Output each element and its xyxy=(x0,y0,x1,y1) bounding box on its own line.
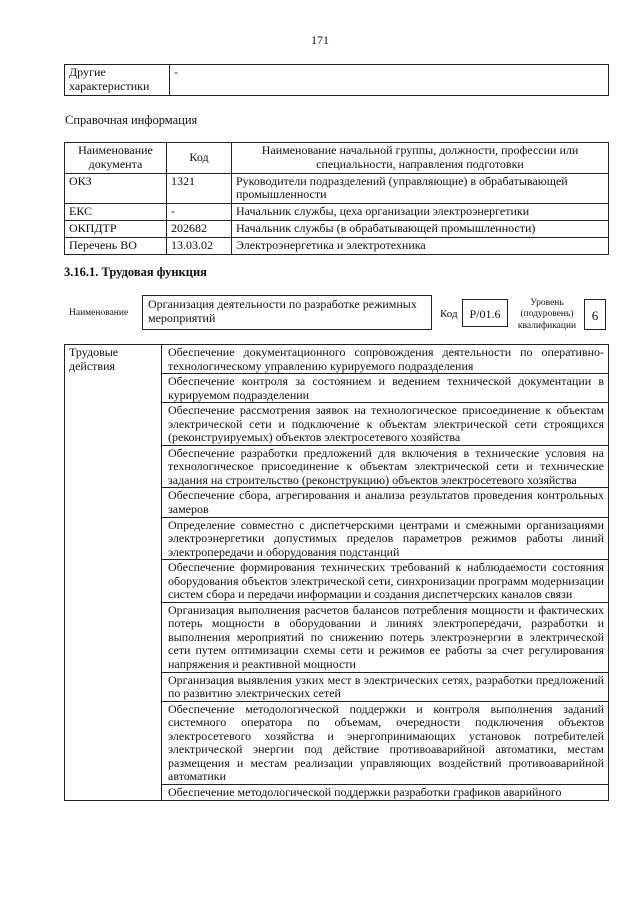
row-group-name: Руководители подразделений (управляющие) в обрабатывающей промышленности xyxy=(232,173,609,204)
labor-action-item: Обеспечение формирования технических требований к наблюдаемости состояния оборудования объектов электрической сети, синхронизации программ модернизации систем сбора и передачи информации и создания диспетчерских каналов связи xyxy=(162,560,609,603)
header-code: Код xyxy=(167,143,232,174)
row-group-name: Начальник службы (в обрабатывающей промышленности) xyxy=(232,220,609,237)
table-row xyxy=(65,173,609,204)
code-label: Код xyxy=(440,308,458,320)
table-row xyxy=(65,345,609,374)
row-code: - xyxy=(167,204,232,221)
labor-action-item: Обеспечение рассмотрения заявок на технологическое присоединение к объектам электрической сети и подключение к объектам электрической сети строящихся (реконструируемых) объектов электросетевого хозяйства xyxy=(162,403,609,446)
reference-heading: Справочная информация xyxy=(65,113,198,127)
table-row xyxy=(65,204,609,221)
header-group-name: Наименование начальной группы, должности, профессии или специальности, направления подготовки xyxy=(232,143,609,174)
other-label: Другие характеристики xyxy=(65,65,170,96)
other-value: - xyxy=(170,65,609,96)
page-number: 171 xyxy=(311,33,329,47)
labor-action-item: Обеспечение методологической поддержки разработки графиков аварийного xyxy=(162,784,609,800)
function-name-label: Наименование xyxy=(69,308,129,318)
labor-actions-label: Трудовые действия xyxy=(65,345,162,801)
table-row xyxy=(65,237,609,254)
labor-action-item: Обеспечение разработки предложений для включения в технические условия на технологическое присоединение к объектам электрической сети и технические задания на строительство (реконструкцию) объектов электросетевого хозяйства xyxy=(162,445,609,488)
row-code: 1321 xyxy=(167,173,232,204)
labor-action-item: Обеспечение методологической поддержки и контроля выполнения заданий системного оператора по объемам, очередности подключения объектов электросетевого хозяйства и энергопринимающих установок потребителей электрической энергии под действие противоаварийной автоматики, местам размещения и местам реализации управляющих воздействий противоаварийной автоматики xyxy=(162,701,609,784)
code-box: Р/01.6 xyxy=(462,299,508,327)
row-document: ОКЗ xyxy=(65,173,167,204)
table-row xyxy=(65,220,609,237)
labor-actions-table xyxy=(64,344,609,801)
row-document: ОКПДТР xyxy=(65,220,167,237)
labor-action-item: Обеспечение документационного сопровождения деятельности по оперативно-технологическому управлению курируемого подразделения xyxy=(162,345,609,374)
labor-action-item: Организация выявления узких мест в электрических сетях, разработки предложений по развитию электрических сетей xyxy=(162,672,609,701)
function-heading: 3.16.1. Трудовая функция xyxy=(64,265,207,279)
row-document: Перечень ВО xyxy=(65,237,167,254)
row-code: 202682 xyxy=(167,220,232,237)
row-code: 13.03.02 xyxy=(167,237,232,254)
table-row xyxy=(65,65,609,96)
table-header-row xyxy=(65,143,609,174)
qualification-level-label: Уровень (подуровень) квалификации xyxy=(517,298,577,331)
row-group-name: Электроэнергетика и электротехника xyxy=(232,237,609,254)
labor-action-item: Обеспечение сбора, агрегирования и анализа результатов проведения контрольных замеров xyxy=(162,488,609,517)
reference-table xyxy=(64,142,609,255)
labor-action-item: Обеспечение контроля за состоянием и ведением технической документации в курируемом подразделении xyxy=(162,374,609,403)
function-name-box: Организация деятельности по разработке режимных мероприятий xyxy=(142,295,432,330)
labor-action-item: Организация выполнения расчетов балансов потребления мощности и фактических потерь мощности в оборудовании и линиях электропередачи, разработки и выполнения мероприятий по снижению потерь электроэнергии в электрической сети путем оптимизации схемы сети и режимов ее работы за счет регулирования напряжения и реактивной мощности xyxy=(162,602,609,672)
other-characteristics-table xyxy=(64,64,609,96)
row-document: ЕКС xyxy=(65,204,167,221)
header-document: Наименование документа xyxy=(65,143,167,174)
labor-action-item: Определение совместно с диспетчерскими центрами и смежными организациями электроэнергетики допустимых пределов параметров режимов работы линий электропередачи и оборудования подстанций xyxy=(162,517,609,560)
row-group-name: Начальник службы, цеха организации электроэнергетики xyxy=(232,204,609,221)
qualification-level-box: 6 xyxy=(584,299,606,330)
